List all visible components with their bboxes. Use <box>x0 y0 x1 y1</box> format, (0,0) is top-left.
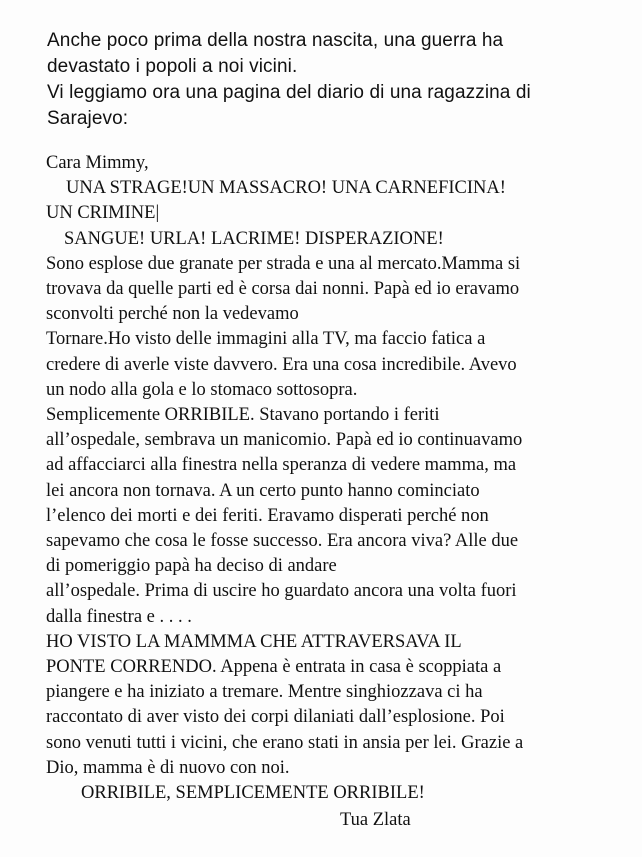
letter-line: di pomeriggio papà ha deciso di andare <box>46 556 337 577</box>
letter-signature: Tua Zlata <box>340 810 411 830</box>
letter-line: raccontato di aver visto dei corpi dilaniati dall’esplosione. Poi <box>46 707 505 728</box>
letter-line: UN CRIMINE| <box>46 203 160 224</box>
letter-line: Tornare.Ho visto delle immagini alla TV, ma faccio fatica a <box>46 329 486 350</box>
letter-line: Semplicemente ORRIBILE. Stavano portando i feriti <box>46 405 440 426</box>
letter-line: Dio, mamma è di nuovo con noi. <box>46 757 290 778</box>
letter-line: trovava da quelle parti ed è corsa dai nonni. Papà ed io eravamo <box>46 279 520 300</box>
letter-line: HO VISTO LA MAMMMA CHE ATTRAVERSAVA IL <box>46 631 462 652</box>
intro-line: Anche poco prima della nostra nascita, una guerra ha <box>47 30 504 51</box>
letter-line: sono venuti tutti i vicini, che erano stati in ansia per lei. Grazie a <box>46 732 524 753</box>
letter-line: piangere e ha iniziato a tremare. Mentre singhiozzava ci ha <box>46 682 483 703</box>
letter-line: all’ospedale, sembrava un manicomio. Papà ed io continuavamo <box>46 430 523 451</box>
letter-line: dalla finestra e . . . . <box>46 606 192 627</box>
letter-line: all’ospedale. Prima di uscire ho guardato ancora una volta fuori <box>46 581 517 602</box>
letter-closing-line: ORRIBILE, SEMPLICEMENTE ORRIBILE! <box>81 783 425 804</box>
letter-line: un nodo alla gola e lo stomaco sottosopra. <box>46 379 358 400</box>
letter-line: sapevamo che cosa le fosse successo. Era ancora viva? Alle due <box>46 531 519 552</box>
letter-line: ad affacciarci alla finestra nella speranza di vedere mamma, ma <box>46 455 517 476</box>
letter-line: l’elenco dei morti e dei feriti. Eravamo disperati perché non <box>46 505 489 526</box>
letter-line: lei ancora non tornava. A un certo punto hanno cominciato <box>46 480 480 501</box>
letter-line: sconvolti perché non la vedevamo <box>46 304 299 325</box>
letter-line: UNA STRAGE!UN MASSACRO! UNA CARNEFICINA! <box>66 178 506 199</box>
letter-line: Sono esplose due granate per strada e una al mercato.Mamma si <box>46 253 521 274</box>
letter-line: SANGUE! URLA! LACRIME! DISPERAZIONE! <box>64 228 444 249</box>
intro-line: Sarajevo: <box>47 108 129 129</box>
diary-letter <box>46 151 636 806</box>
intro-line: devastato i popoli a noi vicini. <box>47 56 298 77</box>
intro-line: Vi leggiamo ora una pagina del diario di una ragazzina di <box>47 82 531 103</box>
letter-line: credere di averle viste davvero. Era una cosa incredibile. Avevo <box>46 354 517 375</box>
intro-paragraph <box>47 28 627 132</box>
letter-line: PONTE CORRENDO. Appena è entrata in casa è scoppiata a <box>46 657 502 678</box>
letter-greeting: Cara Mimmy, <box>46 153 149 173</box>
